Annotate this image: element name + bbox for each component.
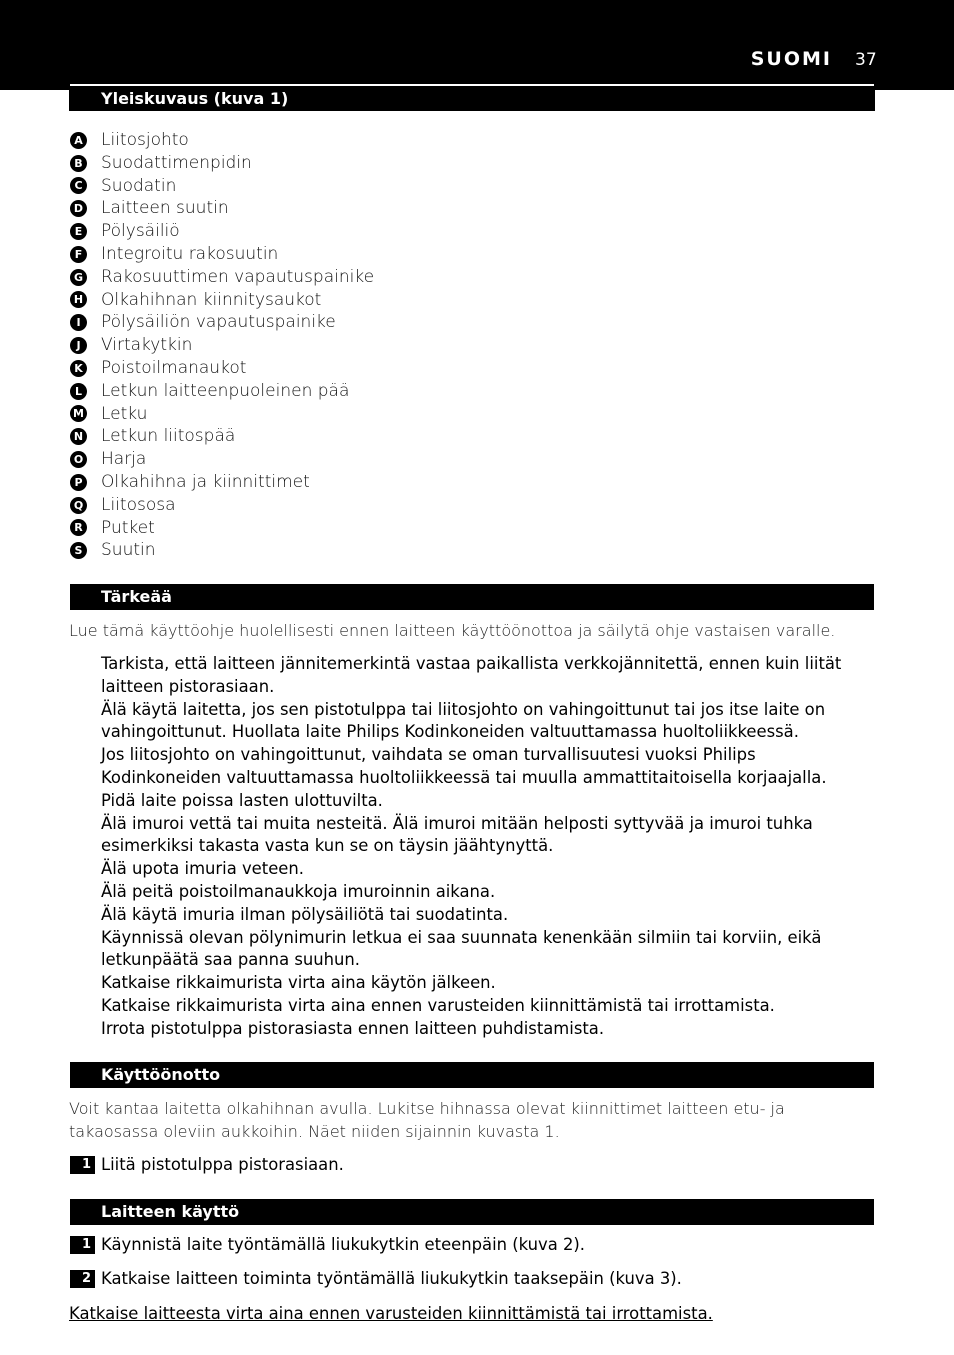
page-number: 37 [855,50,877,70]
part-item [70,517,374,540]
warning-item: Älä imuroi vettä tai muita nesteitä. Älä imuroi mitään helposti syttyvää ja imuroi tuhka esimerkiksi takasta vasta kun se on täysin jäähtynyttä. [101,813,813,856]
part-label: Rakosuuttimen vapautuspainike [101,266,375,287]
part-item [70,334,374,357]
part-item [70,311,374,334]
header-bar [0,0,954,90]
part-item [70,289,374,312]
parts-list [70,129,374,562]
part-item [70,471,374,494]
part-letter-badge: P [70,474,87,491]
usage-step [70,1235,585,1254]
part-item [70,129,374,152]
part-label: Harja [101,449,147,470]
part-item [70,494,374,517]
part-letter-badge: K [70,360,87,377]
part-label: Liitosjohto [101,130,189,150]
warning-item: Älä käytä laitetta, jos sen pistotulppa tai liitosjohto on vahingoittunut tai jos itse laite on vahingoittunut. Huollata laite Philips Kodinkoneiden valtuuttamassa huoltoliikkeessä. [101,699,826,742]
part-label: Pölysäiliön vapautuspainike [101,312,336,333]
part-item [70,380,374,403]
part-label: Olkahihna ja kiinnittimet [101,471,310,492]
section-heading-usage: Laitteen käyttö [70,1199,874,1225]
part-label: Integroitu rakosuutin [101,243,279,264]
step-text: Liitä pistotulppa pistorasiaan. [101,1155,344,1174]
section-heading-important: Tärkeää [70,584,874,610]
warning-item: Älä upota imuria veteen. [101,859,304,879]
warning-item: Katkaise rikkaimurista virta aina ennen varusteiden kiinnittämistä tai irrottamista. [101,995,775,1015]
part-letter-badge: S [70,542,87,559]
part-letter-badge: G [70,269,87,286]
part-letter-badge: C [70,177,87,194]
warning-item: Jos liitosjohto on vahingoittunut, vaihdata se oman turvallisuutesi vuoksi Philips Kodinkoneiden valtuuttamassa huoltoliikkeessä tai muulla ammattitaitoisella korjaajalla. [101,745,827,787]
preparation-step [70,1155,344,1174]
warning-item: Tarkista, että laitteen jännitemerkintä vastaa paikallista verkkojännitettä, ennen kuin liität laitteen pistorasiaan. [101,654,842,696]
part-item [70,448,374,471]
part-letter-badge: F [70,246,87,263]
part-letter-badge: D [70,200,87,217]
part-letter-badge: A [70,132,87,149]
part-letter-badge: R [70,519,87,536]
part-label: Liitososa [101,494,176,515]
part-letter-badge: J [70,337,87,354]
warning-item: Käynnissä olevan pölynimurin letkua ei saa suunnata kenenkään silmiin tai korviin, eikä letkunpäätä saa panna suuhun. [101,927,822,970]
part-item [70,266,374,289]
part-label: Suodatin [101,175,177,196]
preparation-intro: Voit kantaa laitetta olkahihnan avulla. Lukitse hihnassa olevat kiinnittimet laitteen etu- ja takaosassa oleviin aukkoihin. Näet niiden sijainnin kuvasta 1. [69,1099,785,1141]
part-label: Suodattimenpidin [101,152,252,173]
part-item [70,197,374,220]
part-letter-badge: H [70,291,87,308]
part-letter-badge: B [70,155,87,172]
step-text: Katkaise laitteen toiminta työntämällä liukukytkin taaksepäin (kuva 3). [101,1269,682,1288]
part-letter-badge: E [70,223,87,240]
part-letter-badge: Q [70,497,87,514]
part-label: Letkun laitteenpuoleinen pää [101,380,350,401]
part-label: Laitteen suutin [101,198,229,219]
warning-item: Pidä laite poissa lasten ulottuvilta. [101,790,383,810]
part-label: Putket [101,517,155,538]
final-note: Katkaise laitteesta virta aina ennen varusteiden kiinnittämistä tai irrottamista. [69,1304,713,1323]
part-label: Suutin [101,540,156,561]
part-item [70,425,374,448]
part-label: Pölysäiliö [101,221,180,242]
part-item [70,357,374,380]
part-item [70,243,374,266]
warning-item: Älä käytä imuria ilman pölysäiliötä tai suodatinta. [101,904,509,924]
important-intro: Lue tämä käyttöohje huolellisesti ennen laitteen käyttöönottoa ja säilytä ohje vastaisen varalle. [69,621,836,640]
part-letter-badge: I [70,314,87,331]
part-item [70,539,374,562]
part-letter-badge: N [70,428,87,445]
usage-step [70,1269,682,1288]
step-number: 2 [70,1270,95,1288]
section-heading-overview: Yleiskuvaus (kuva 1) [70,84,874,110]
part-label: Olkahihnan kiinnitysaukot [101,289,322,310]
warnings-list [101,653,861,1041]
step-number: 1 [70,1156,95,1174]
step-text: Käynnistä laite työntämällä liukukytkin eteenpäin (kuva 2). [101,1235,585,1254]
part-label: Letku [101,403,148,424]
step-number: 1 [70,1236,95,1254]
part-label: Letkun liitospää [101,426,236,447]
part-letter-badge: L [70,383,87,400]
part-item [70,175,374,198]
warning-item: Älä peitä poistoilmanaukkoja imuroinnin aikana. [101,881,496,901]
warning-item: Katkaise rikkaimurista virta aina käytön jälkeen. [101,973,496,993]
part-letter-badge: O [70,451,87,468]
part-item [70,152,374,175]
part-letter-badge: M [70,405,87,422]
part-label: Poistoilmanaukot [101,357,247,378]
section-heading-preparation: Käyttöönotto [70,1062,874,1088]
part-item [70,403,374,426]
warning-item: Irrota pistotulppa pistorasiasta ennen laitteen puhdistamista. [101,1018,605,1038]
part-label: Virtakytkin [101,335,193,356]
part-item [70,220,374,243]
language-label: SUOMI [750,48,832,70]
